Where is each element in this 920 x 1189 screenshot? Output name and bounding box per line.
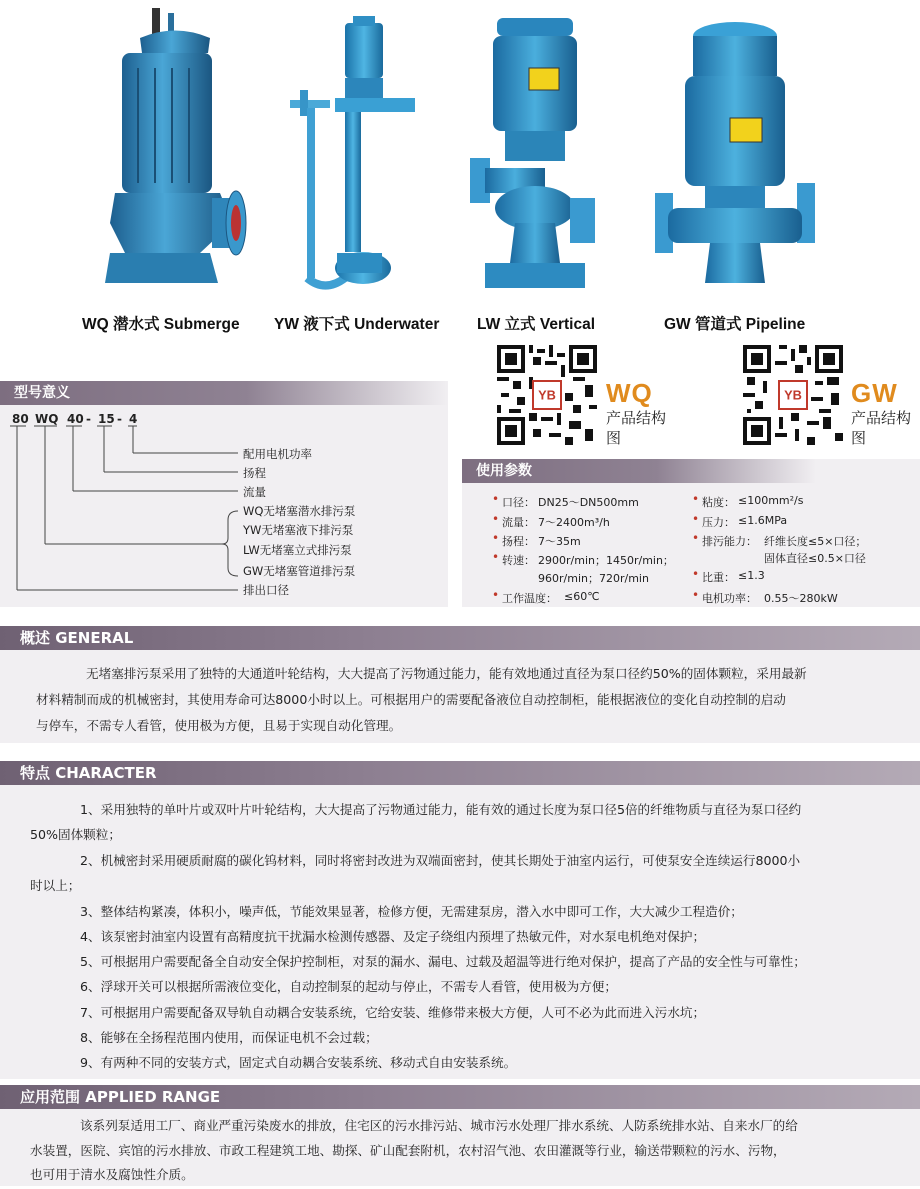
general-line-2: 材料精制而成的机械密封，其使用寿命可达8000小时以上。可根据用户的需要配备液位自动控制柜，能根据液位的变化自动控制的启动 [36, 692, 786, 707]
model-label-lw: LW无堵塞立式排污泵 [243, 543, 352, 557]
param-capacity-value-2: 固体直径≤0.5×口径 [764, 552, 866, 565]
product-caption-lw: LW 立式 Vertical [477, 316, 596, 333]
applied-line-2: 水装置，医院、宾馆的污水排放、市政工程建筑工地、勘探、矿山配套附机，农村沼气池、农田灌溉等行业，输送带颗粒的污水、污物， [30, 1143, 786, 1158]
param-capacity-value: 纤维长度≤5×口径； [764, 535, 867, 548]
param-speed-label: 转速： [502, 554, 535, 567]
bullet-icon: • [692, 588, 700, 602]
bullet-icon: • [692, 492, 700, 506]
model-label-gw: GW无堵塞管道排污泵 [243, 564, 356, 578]
model-code-15: 15 [98, 412, 115, 426]
param-pressure-label: 压力： [702, 516, 735, 529]
underwater-pump-image [285, 8, 425, 298]
svg-text:YB: YB [784, 387, 802, 403]
bullet-icon: • [492, 492, 500, 506]
svg-text:YB: YB [538, 387, 556, 403]
character-line-5: 5、可根据用户需要配备全自动安全保护控制柜，对泵的漏水、漏电、过载及超温等进行绝对保护，提高了产品的安全性与可靠性； [80, 954, 806, 969]
param-capacity-label: 排污能力： [702, 535, 757, 548]
model-label-motor-power: 配用电机功率 [243, 447, 312, 461]
model-label-wq: WQ无堵塞潜水排污泵 [243, 504, 356, 518]
param-viscosity-label: 粘度： [702, 496, 735, 509]
param-head-label: 扬程： [502, 535, 535, 548]
param-speed-value: 2900r/min；1450r/min； [538, 554, 674, 567]
param-gravity-label: 比重： [702, 571, 735, 584]
applied-line-1: 该系列泵适用工厂、商业严重污染废水的排放，住宅区的污水排污站、城市污水处理厂排水系统、人防系统排水站、自来水厂的给 [80, 1118, 798, 1133]
model-code-dash-1: - [86, 412, 91, 426]
param-motor-label: 电机功率： [702, 592, 757, 605]
param-flow-value: 7～2400m³/h [538, 516, 610, 529]
applied-section-title: 应用范围 APPLIED RANGE [0, 1085, 920, 1109]
general-section-title: 概述 GENERAL [0, 626, 920, 650]
model-code-80: 80 [12, 412, 29, 426]
param-viscosity-value: ≤100mm²/s [738, 494, 804, 507]
product-caption-gw: GW 管道式 Pipeline [664, 316, 806, 333]
gw-qr-code-icon[interactable] [743, 345, 843, 445]
pipeline-pump-image [650, 8, 820, 298]
qr-wq-caption: 产品结构图 [606, 409, 667, 447]
qr-code-wq-label: WQ [606, 378, 653, 408]
param-gravity-value: ≤1.3 [738, 569, 765, 582]
model-label-head: 扬程 [243, 466, 266, 480]
qr-gw-caption: 产品结构图 [851, 409, 912, 447]
model-connector-lines [0, 420, 250, 600]
vertical-pump-image [465, 8, 605, 298]
character-line-3: 3、整体结构紧凑，体积小，噪声低，节能效果显著，检修方便，无需建泵房，潜入水中即可工作，大大减少工程造价； [80, 904, 743, 919]
product-caption-wq: WQ 潜水式 Submerge [82, 316, 240, 333]
character-line-1: 1、采用独特的单叶片或双叶片叶轮结构，大大提高了污物通过能力，能有效的通过长度为泵口径5倍的纤维物质与直径为泵口径约 [80, 802, 802, 817]
general-line-3: 与停车，不需专人看管，使用极为方便，且易于实现自动化管理。 [36, 718, 402, 733]
param-flow-label: 流量： [502, 516, 535, 529]
bullet-icon: • [692, 567, 700, 581]
param-bore-label: 口径： [502, 496, 535, 509]
bullet-icon: • [492, 512, 500, 526]
character-line-4: 4、该泵密封油室内设置有高精度抗干扰漏水检测传感器、及定子绕组内预埋了热敏元件，对水泵电机绝对保护； [80, 929, 706, 944]
character-line-1b: 50%固体颗粒； [30, 827, 121, 842]
bullet-icon: • [492, 531, 500, 545]
character-line-7: 7、可根据用户需要配备双导轨自动耦合安装系统，它给安装、维修带来极大方便，人可不必为此而进入污水坑； [80, 1005, 706, 1020]
character-section-title: 特点 CHARACTER [0, 761, 920, 785]
submersible-pump-image [100, 8, 250, 298]
bullet-icon: • [492, 550, 500, 564]
model-label-yw: YW无堵塞液下排污泵 [243, 523, 354, 537]
applied-line-3: 也可用于清水及腐蚀性介质。 [30, 1167, 194, 1182]
bullet-icon: • [692, 531, 700, 545]
general-line-1: 无堵塞排污泵采用了独特的大通道叶轮结构，大大提高了污物通过能力，能有效地通过直径为泵口径约50%的固体颗粒，采用最新 [86, 666, 807, 681]
bullet-icon: • [492, 588, 500, 602]
character-line-2: 2、机械密封采用硬质耐腐的碳化钨材料，同时将密封改进为双端面密封，使其长期处于油室内运行，可使泵安全连续运行8000小 [80, 853, 801, 868]
param-motor-value: 0.55～280kW [764, 592, 838, 605]
model-code-4: 4 [129, 412, 138, 426]
model-code-wq: WQ [35, 412, 59, 426]
character-line-9: 9、有两种不同的安装方式，固定式自动耦合安装系统、移动式自由安装系统。 [80, 1055, 517, 1070]
param-temp-label: 工作温度： [502, 592, 557, 605]
character-line-8: 8、能够在全扬程范围内使用，而保证电机不会过载； [80, 1030, 378, 1045]
param-head-value: 7～35m [538, 535, 581, 548]
param-speed-value-2: 960r/min；720r/min [538, 572, 649, 585]
character-line-2b: 时以上； [30, 878, 81, 893]
product-caption-yw: YW 液下式 Underwater [274, 316, 440, 333]
model-label-flow: 流量 [243, 485, 266, 499]
parameters-title: 使用参数 [462, 459, 816, 483]
character-line-6: 6、浮球开关可以根据所需液位变化，自动控制泵的起动与停止，不需专人看管，使用极为方便； [80, 979, 617, 994]
model-meaning-title: 型号意义 [0, 381, 448, 405]
wq-qr-code-icon[interactable] [497, 345, 597, 445]
param-pressure-value: ≤1.6MPa [738, 514, 788, 527]
qr-code-gw-label: GW [851, 378, 898, 408]
param-temp-value: ≤60℃ [564, 590, 600, 603]
bullet-icon: • [692, 512, 700, 526]
model-code-dash-2: - [117, 412, 122, 426]
model-label-outlet-diameter: 排出口径 [243, 583, 289, 597]
param-bore-value: DN25～DN500mm [538, 496, 639, 509]
model-code-40: 40 [67, 412, 84, 426]
